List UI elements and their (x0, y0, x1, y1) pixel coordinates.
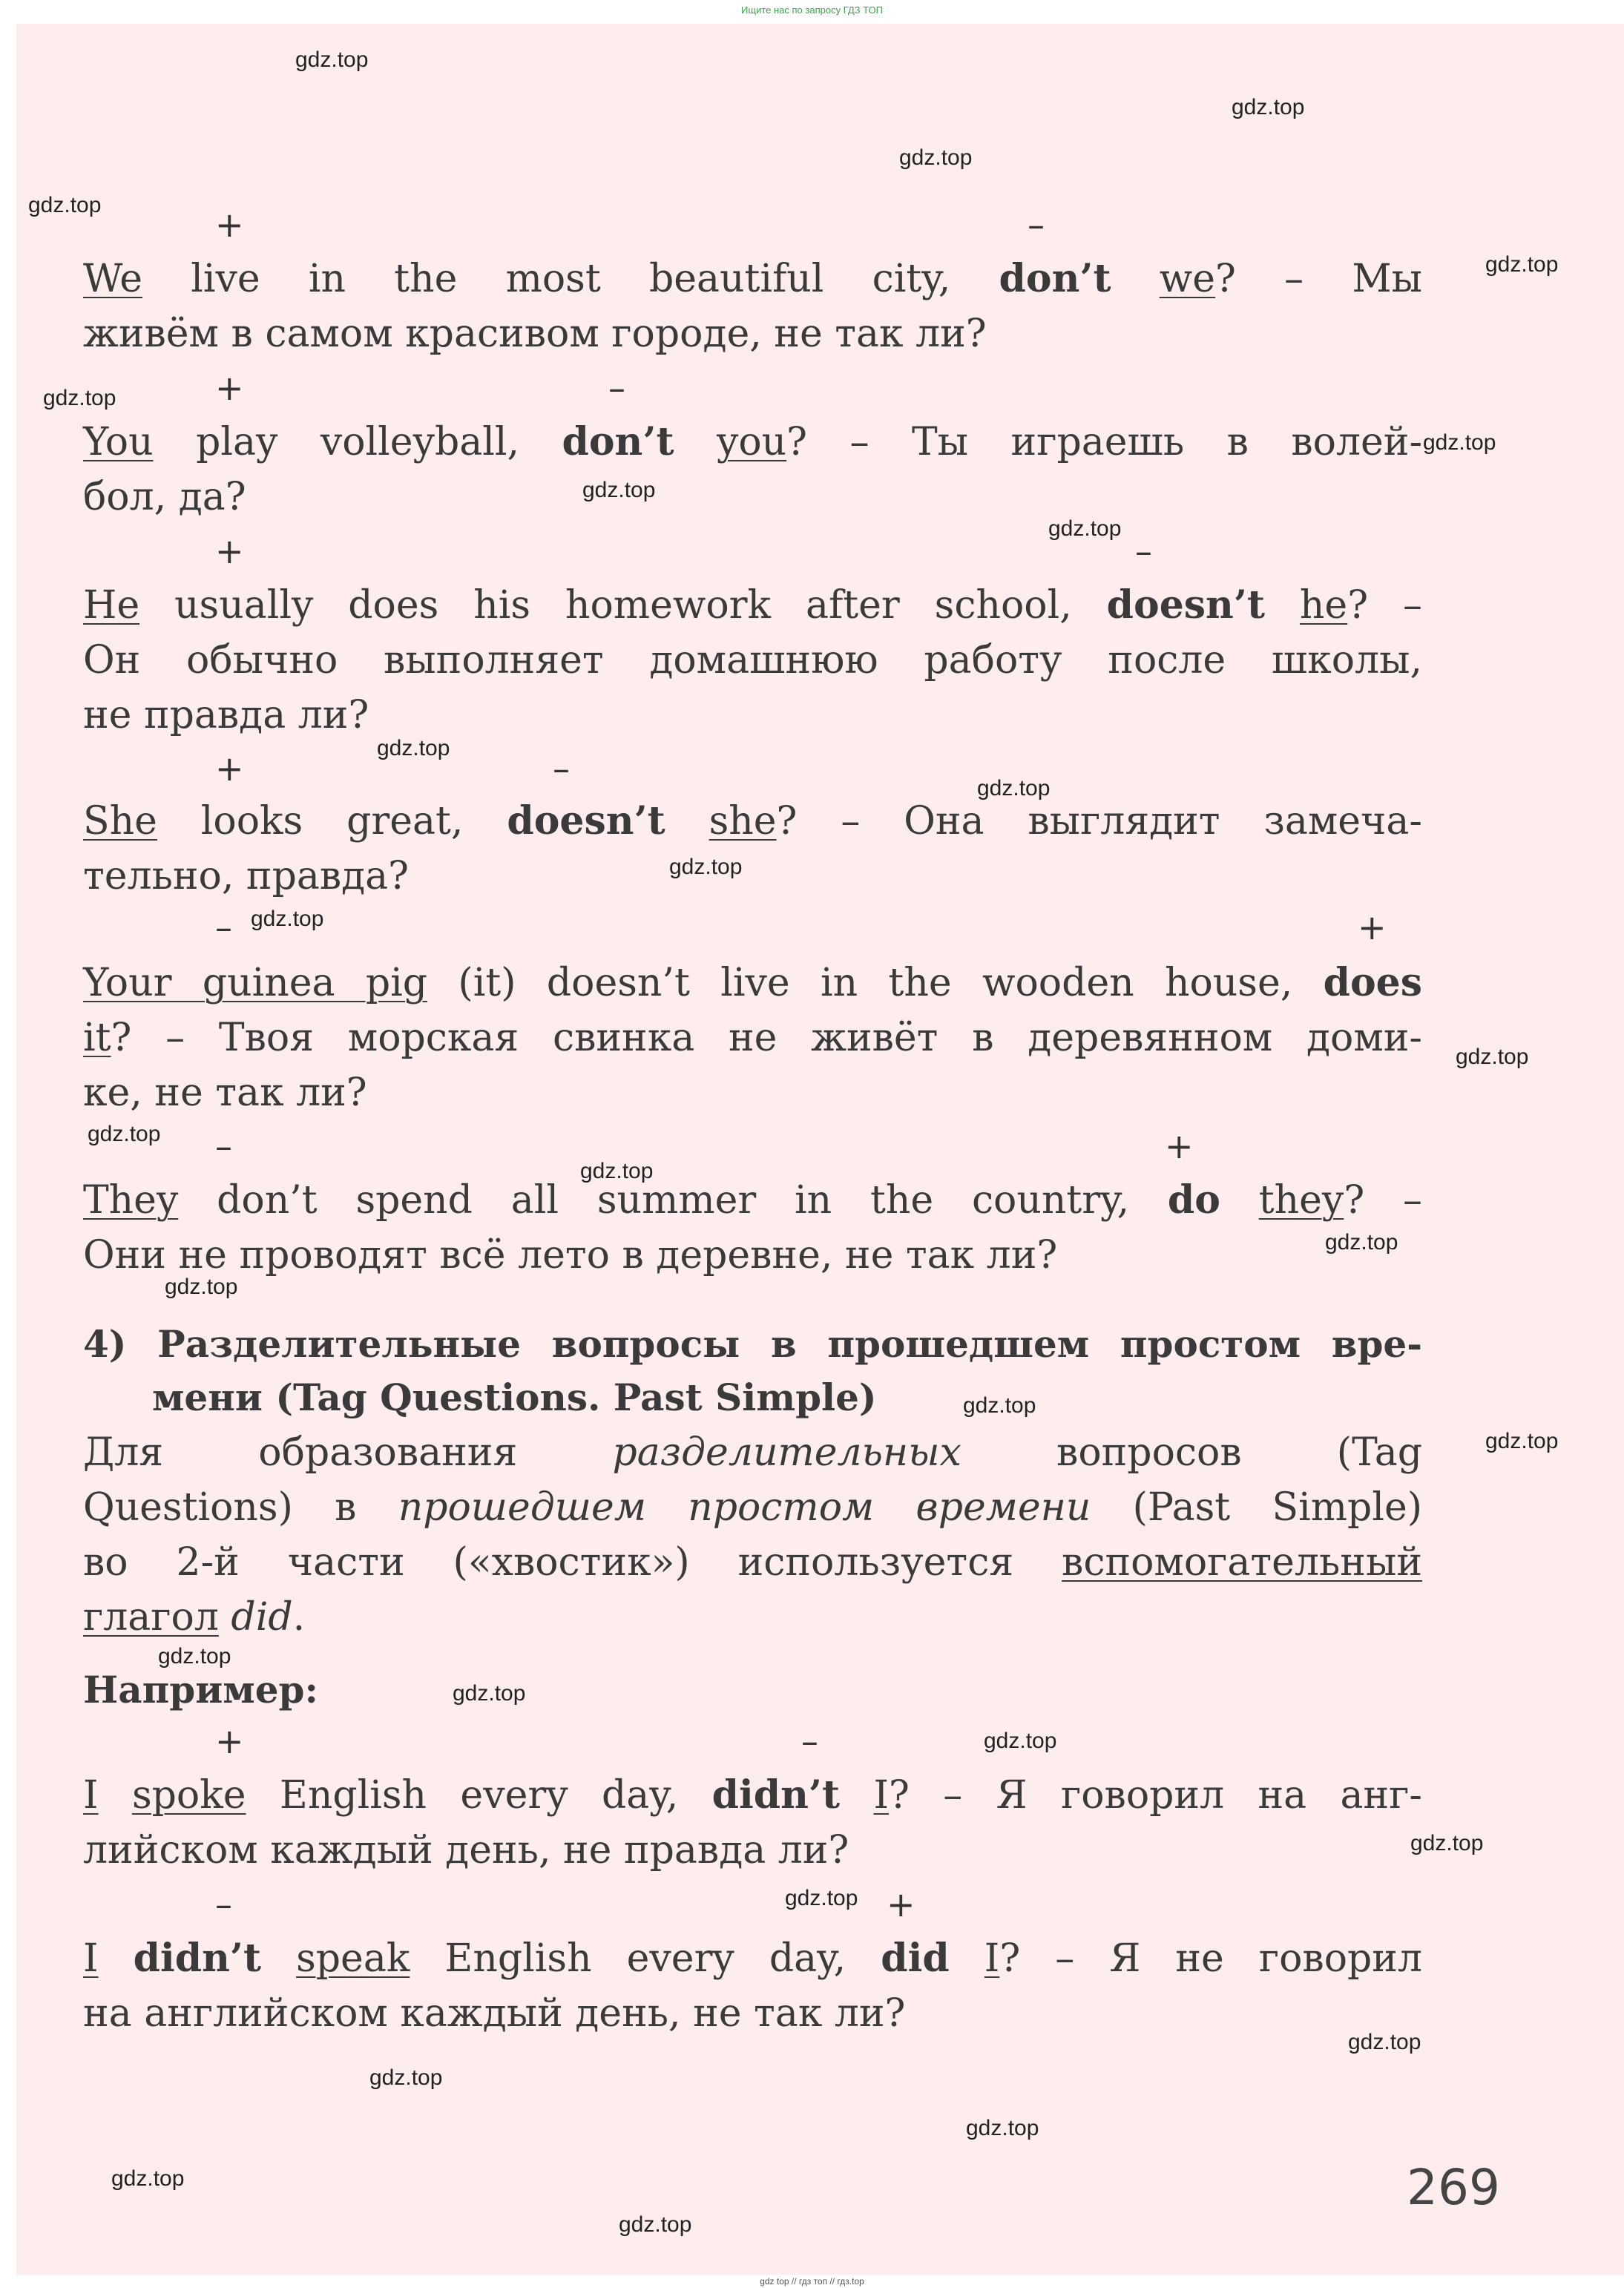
top-banner (0, 0, 1624, 22)
tag-pronoun: it (83, 1016, 111, 1060)
example-line: I didn’t speak English every day, did I? – Я не говорил (83, 1936, 1422, 1981)
minus-mark: – (1028, 205, 1045, 245)
rule-paragraph-line: Questions) в прошедшем простом времени (Past Simple) (83, 1485, 1423, 1530)
tag-auxiliary: do (1167, 1177, 1220, 1223)
subject: He (83, 583, 140, 628)
watermark: gdz.top (28, 193, 102, 217)
watermark: gdz.top (453, 1681, 526, 1706)
minus-mark: – (215, 907, 232, 947)
subject: You (83, 420, 154, 464)
top-banner-text: Ищите нас по запросу ГДЗ ТОП (741, 4, 883, 16)
plus-mark: + (215, 368, 244, 408)
watermark: gdz.top (1048, 516, 1122, 541)
minus-mark: – (553, 749, 570, 789)
watermark: gdz.top (1325, 1230, 1398, 1255)
watermark: gdz.top (984, 1729, 1057, 1753)
watermark: gdz.top (1410, 1831, 1484, 1855)
watermark: gdz.top (785, 1886, 858, 1910)
minus-mark: – (608, 368, 625, 408)
plus-mark: + (215, 1721, 244, 1761)
translation-line: ке, не так ли? (83, 1071, 367, 1115)
tag-auxiliary: doesn’t (1106, 582, 1265, 628)
example-line-cont: it? – Твоя морская свинка не живёт в деревянном доми- (83, 1016, 1422, 1060)
subject: We (83, 257, 142, 301)
tag-pronoun: I (873, 1773, 889, 1818)
plus-mark: + (215, 531, 244, 571)
tag-auxiliary: didn’t (711, 1772, 841, 1818)
plus-mark: + (887, 1884, 915, 1924)
tag-auxiliary: don’t (562, 419, 674, 464)
example-line: Your guinea pig (it) doesn’t live in the wooden house, does (83, 960, 1423, 1005)
plus-mark: + (1165, 1126, 1194, 1166)
example-line: She looks great, doesn’t she? – Она выглядит замеча- (83, 798, 1423, 844)
subject: I (83, 1936, 99, 1981)
minus-mark: – (1135, 531, 1152, 571)
translation-line: лийском каждый день, не правда ли? (83, 1828, 849, 1873)
tag-pronoun: I (984, 1936, 1000, 1981)
watermark: gdz.top (1423, 430, 1496, 455)
tag-auxiliary: don’t (999, 256, 1111, 301)
minus-mark: – (801, 1721, 818, 1761)
watermark: gdz.top (619, 2212, 692, 2237)
minus-mark: – (215, 1126, 232, 1166)
example-line: We live in the most beautiful city, don’t we? – Мы (83, 256, 1422, 301)
example-line: I spoke English every day, didn’t I? – Я говорил на анг- (83, 1772, 1422, 1818)
tag-pronoun: she (709, 799, 777, 844)
tag-auxiliary: did (881, 1936, 950, 1981)
watermark: gdz.top (977, 776, 1051, 801)
page-number: 269 (1407, 2159, 1500, 2216)
tag-pronoun: we (1159, 257, 1216, 301)
watermark: gdz.top (43, 386, 116, 410)
rule-paragraph-line: во 2-й части («хвостик») используется вспомогательный (83, 1540, 1422, 1585)
translation-line: не правда ли? (83, 693, 369, 737)
section-heading-cont: мени (Tag Questions. Past Simple) (152, 1375, 877, 1419)
watermark: gdz.top (88, 1122, 161, 1146)
watermark: gdz.top (295, 47, 369, 72)
watermark: gdz.top (1456, 1045, 1529, 1069)
tag-pronoun: you (716, 420, 787, 464)
example-line: You play volleyball, don’t you? – Ты играешь в волей- (83, 419, 1423, 464)
watermark: gdz.top (582, 478, 656, 502)
watermark: gdz.top (1485, 1429, 1559, 1453)
tag-auxiliary: does (1323, 960, 1423, 1005)
plus-mark: + (215, 749, 244, 789)
rule-paragraph-line: Для образования разделительных вопросов (Tag (83, 1430, 1422, 1475)
plus-mark: + (215, 205, 244, 245)
translation-line: на английском каждый день, не так ли? (83, 1991, 906, 2036)
section-heading: 4) Разделительные вопросы в прошедшем простом вре- (83, 1322, 1422, 1366)
plus-mark: + (1358, 907, 1387, 947)
for-example-label: Например: (83, 1668, 318, 1712)
example-line: They don’t spend all summer in the country, do they? – (83, 1177, 1422, 1223)
watermark: gdz.top (899, 145, 973, 170)
example-line: He usually does his homework after school, doesn’t he? – (83, 582, 1422, 628)
watermark: gdz.top (158, 1644, 231, 1669)
rule-paragraph-line: глагол did. (83, 1595, 306, 1640)
subject: They (83, 1178, 179, 1223)
watermark: gdz.top (963, 1393, 1036, 1418)
watermark: gdz.top (369, 2065, 443, 2090)
translation-line: живём в самом красивом городе, не так ли? (83, 312, 987, 356)
translation-line: Они не проводят всё лето в деревне, не так ли? (83, 1233, 1058, 1278)
tag-pronoun: they (1258, 1178, 1344, 1223)
bottom-banner-text: gdz top // гдз топ // гдз.top (760, 2276, 864, 2287)
subject: Your guinea pig (83, 961, 428, 1005)
watermark: gdz.top (1348, 2030, 1421, 2054)
minus-mark: – (215, 1884, 232, 1924)
bottom-banner (0, 2275, 1624, 2288)
translation-line: тельно, правда? (83, 854, 410, 898)
watermark: gdz.top (1232, 95, 1305, 119)
watermark: gdz.top (111, 2166, 185, 2191)
watermark: gdz.top (1485, 252, 1559, 277)
watermark: gdz.top (580, 1159, 654, 1183)
watermark: gdz.top (669, 855, 743, 879)
translation-line: Он обычно выполняет домашнюю работу после школы, (83, 638, 1422, 683)
watermark: gdz.top (251, 907, 324, 931)
subject: I (83, 1773, 99, 1818)
tag-auxiliary: doesn’t (507, 798, 665, 844)
subject: She (83, 799, 157, 844)
translation-line: бол, да? (83, 475, 246, 519)
watermark: gdz.top (377, 736, 450, 760)
watermark: gdz.top (966, 2116, 1039, 2140)
tag-pronoun: he (1299, 583, 1348, 628)
watermark: gdz.top (165, 1275, 238, 1299)
